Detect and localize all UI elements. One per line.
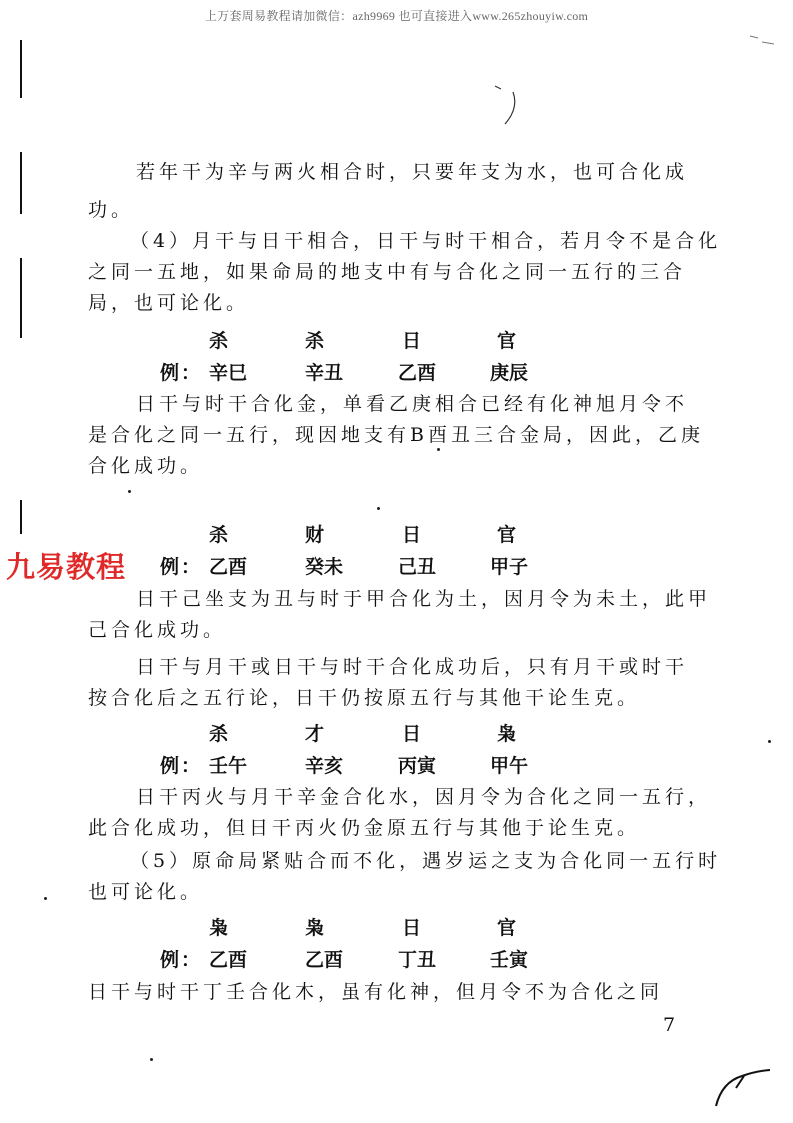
pillar: 乙酉 [305, 949, 344, 971]
ten-god-label: 枭 [305, 917, 325, 939]
paragraph-line: 日干与时干丁壬合化木，虽有化神，但月令不为合化之同 [88, 981, 664, 1003]
paragraph-line: 日干与月干或日干与时干合化成功后，只有月干或时干 [136, 656, 689, 678]
pillar: 己丑 [398, 556, 437, 578]
scan-speck [44, 897, 47, 900]
ten-god-label: 枭 [209, 917, 229, 939]
scan-speck [377, 507, 380, 510]
paragraph-line: （4）月干与日干相合，日干与时干相合，若月令不是合化 [130, 230, 722, 252]
ten-god-label: 杀 [209, 330, 229, 352]
example-label: 例： [160, 556, 203, 578]
pillar: 辛亥 [305, 755, 344, 777]
pillar: 辛丑 [305, 362, 344, 384]
ten-god-label: 日 [402, 917, 422, 939]
ten-god-label: 杀 [305, 330, 325, 352]
scan-speck [128, 490, 131, 493]
pillar: 壬寅 [490, 949, 529, 971]
pillar: 乙酉 [209, 949, 248, 971]
scan-speck [768, 740, 771, 743]
example-label: 例： [160, 949, 203, 971]
watermark-logo: 九易教程 [6, 550, 127, 584]
paragraph-line: 日干与时干合化金，单看乙庚相合已经有化神旭月令不 [136, 393, 689, 415]
paragraph-line: 此合化成功，但日干丙火仍金原五行与其他于论生克。 [88, 817, 641, 839]
scan-smudge [493, 80, 533, 130]
paragraph-line: 按合化后之五行论，日干仍按原五行与其他干论生克。 [88, 687, 641, 709]
pillar: 壬午 [209, 755, 248, 777]
ten-god-label: 官 [497, 917, 517, 939]
scan-smudge [748, 32, 778, 52]
paragraph-line: 也可论化。 [88, 881, 204, 903]
paragraph-line: 是合化之同一五行，现因地支有B酉丑三合金局，因此，乙庚 [88, 424, 704, 446]
scan-margin-line [20, 258, 22, 338]
paragraph-line: 合化成功。 [88, 455, 204, 477]
pen-stroke [708, 1060, 778, 1110]
pillar: 辛巳 [209, 362, 248, 384]
ten-god-label: 才 [305, 723, 325, 745]
paragraph-line: 局，也可论化。 [88, 292, 250, 314]
paragraph-line: 日干己坐支为丑与时于甲合化为土，因月令为未土，此甲 [136, 588, 712, 610]
ten-god-label: 日 [402, 723, 422, 745]
scan-speck [150, 1058, 153, 1061]
ten-god-label: 官 [497, 524, 517, 546]
paragraph-line: 之同一五地，如果命局的地支中有与合化之同一五行的三合 [88, 261, 687, 283]
pillar: 甲子 [490, 556, 529, 578]
pillar: 丁丑 [398, 949, 437, 971]
ten-god-label: 日 [402, 524, 422, 546]
pillar: 癸未 [305, 556, 344, 578]
example-label: 例： [160, 755, 203, 777]
paragraph-line: 若年干为辛与两火相合时，只要年支为水，也可合化成 [136, 161, 689, 183]
scan-margin-line [20, 152, 22, 214]
paragraph-line: 己合化成功。 [88, 619, 227, 641]
scan-margin-line [20, 500, 22, 534]
paragraph-line: 日干丙火与月干辛金合化水，因月令为合化之同一五行， [136, 786, 712, 808]
paragraph-line: （5）原命局紧贴合而不化，遇岁运之支为合化同一五行时 [130, 850, 722, 872]
pillar: 甲午 [490, 755, 529, 777]
example-label: 例： [160, 362, 203, 384]
ten-god-label: 官 [497, 330, 517, 352]
ten-god-label: 杀 [209, 524, 229, 546]
pillar: 乙酉 [398, 362, 437, 384]
ten-god-label: 枭 [497, 723, 517, 745]
page-number: 7 [663, 1014, 676, 1036]
ten-god-label: 财 [305, 524, 325, 546]
ten-god-label: 杀 [209, 723, 229, 745]
ten-god-label: 日 [402, 330, 422, 352]
pillar: 庚辰 [490, 362, 529, 384]
page-header: 上万套周易教程请加微信：azh9969 也可直接进入www.265zhouyiw.com [204, 9, 589, 23]
paragraph-line: 功。 [88, 199, 135, 221]
pillar: 乙酉 [209, 556, 248, 578]
pillar: 丙寅 [398, 755, 437, 777]
scan-margin-line [20, 40, 22, 98]
